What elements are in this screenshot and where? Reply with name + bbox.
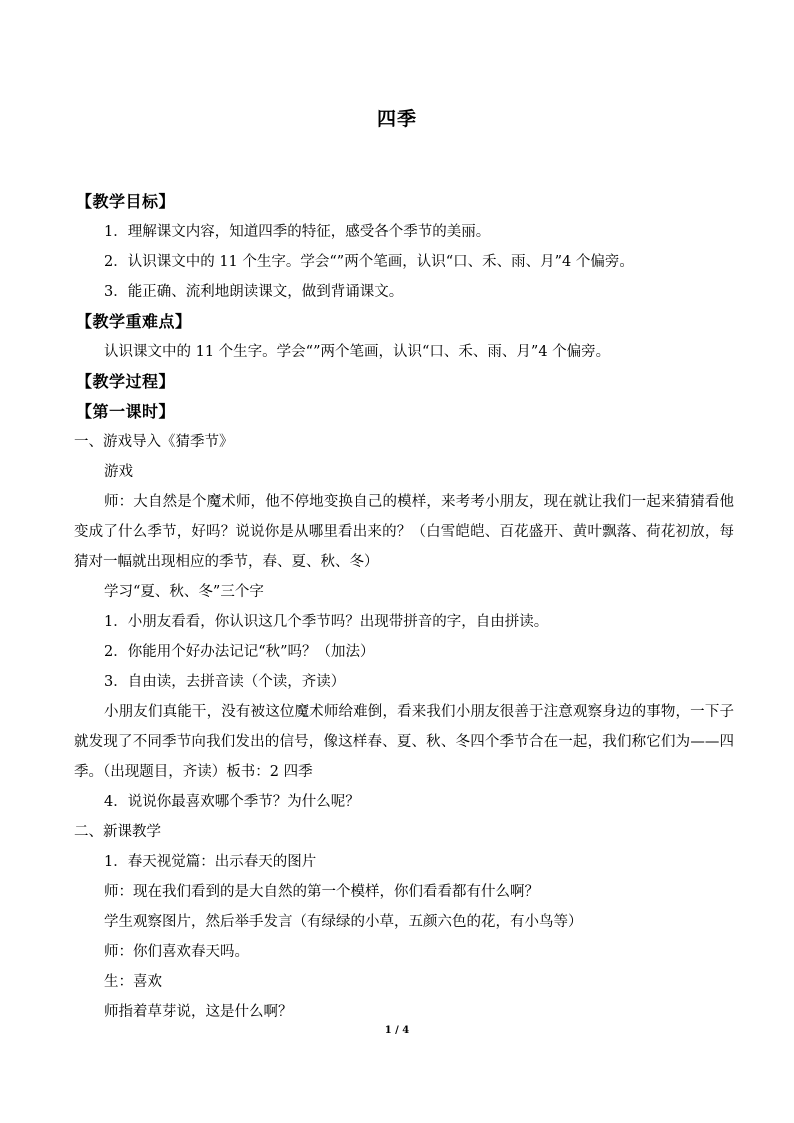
- goal-item: 1．理解课文内容，知道四季的特征，感受各个季节的美丽。: [104, 224, 491, 240]
- dialog-line: 师：你们喜欢春天吗。: [104, 944, 249, 960]
- key-points-text: 认识课文中的 11 个生字。学会“”两个笔画，认识“口、禾、雨、月”4 个偏旁。: [104, 344, 611, 360]
- page-number: 1 / 4: [384, 1025, 410, 1036]
- goal-item: 3．能正确、流利地朗读课文，做到背诵课文。: [104, 284, 404, 300]
- step-item: 1．小朋友看看，你认识这几个季节吗？出现带拼音的字，自由拼读。: [104, 614, 549, 630]
- step-item: 4．说说你最喜欢哪个季节？为什么呢？: [104, 794, 360, 810]
- dialog-line: 学生观察图片，然后举手发言（有绿绿的小草，五颜六色的花，有小鸟等）: [104, 914, 583, 930]
- part-two-title: 二、新课教学: [74, 824, 161, 840]
- goals-heading: 【教学目标】: [76, 192, 176, 211]
- learn-chars-line: 学习“夏、秋、冬”三个字: [104, 584, 264, 600]
- teacher-intro-paragraph: 师：大自然是个魔术师，他不停地变换自己的模样，来考考小朋友，现在就让我们一起来猜猜看他变成了什么季节，好吗？说说你是从哪里看出来的？（白雪皑皑、百花盛开、黄叶飘落、荷花初放，每猜对一幅就出现相应的季节，春、夏、秋、冬）: [74, 494, 734, 570]
- part-one-title: 一、游戏导入《猜季节》: [74, 434, 234, 450]
- lesson-heading: 【第一课时】: [76, 402, 176, 421]
- page-title: 四季: [376, 108, 417, 130]
- dialog-line: 生：喜欢: [104, 974, 162, 990]
- game-label: 游戏: [104, 464, 133, 480]
- key-points-heading: 【教学重难点】: [76, 312, 192, 331]
- process-heading: 【教学过程】: [76, 372, 176, 391]
- praise-paragraph: 小朋友们真能干，没有被这位魔术师给难倒，看来我们小朋友很善于注意观察身边的事物，一下子就发现了不同季节向我们发出的信号，像这样春、夏、秋、冬四个季节合在一起，我们称它们为——四季。（出现题目，齐读）板书：2 四季: [74, 704, 734, 780]
- dialog-line: 师指着草芽说，这是什么啊？: [104, 1004, 293, 1020]
- step-item: 2．你能用个好办法记记“秋”吗？（加法）: [104, 644, 375, 660]
- dialog-line: 师：现在我们看到的是大自然的第一个模样，你们看看都有什么啊？: [104, 884, 539, 900]
- step-item: 3．自由读，去拼音读（个读，齐读）: [104, 674, 346, 690]
- spring-title: 1．春天视觉篇：出示春天的图片: [104, 854, 317, 870]
- goal-item: 2．认识课文中的 11 个生字。学会“”两个笔画，认识“口、禾、雨、月”4 个偏旁。: [104, 254, 634, 270]
- document-body: [74, 187, 734, 1027]
